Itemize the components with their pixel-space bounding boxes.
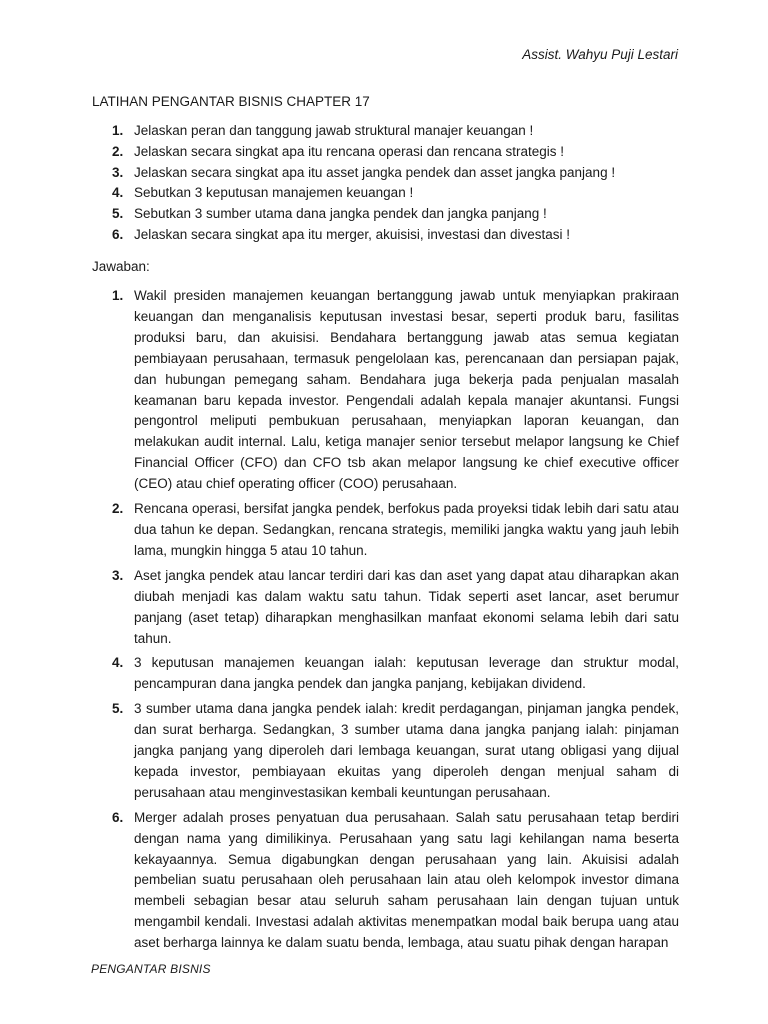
question-number: 1. <box>112 123 124 138</box>
question-item <box>92 225 692 246</box>
question-number: 4. <box>112 185 124 201</box>
answer-text: 3 keputusan manajemen keuangan ialah: keputusan leverage dan struktur modal, pencampuran dana jangka pendek dan jangka panjang, kebijakan dividend. <box>134 655 679 692</box>
question-text: Jelaskan secara singkat apa itu merger, akuisisi, investasi dan divestasi ! <box>134 226 570 242</box>
question-number: 2. <box>112 143 124 159</box>
answer-number: 5. <box>112 701 124 717</box>
answer-text: 3 sumber utama dana jangka pendek ialah: kredit perdagangan, pinjaman jangka pendek, dan surat berharga. Sedangkan, 3 sumber utama dana jangka panjang ialah: pinjaman jangka panjang yang diperoleh dari lembaga keuangan, surat utang obligasi yang dijual kepada investor, pembiayaan ekuitas yang diperoleh dengan menjual saham di perusahaan atau menginvestasikan kembali keuntungan perusahaan. <box>134 701 679 800</box>
question-item <box>92 163 692 184</box>
page-footer: PENGANTAR BISNIS <box>91 962 211 976</box>
question-text: Sebutkan 3 keputusan manajemen keuangan ! <box>134 185 414 201</box>
question-item <box>92 121 692 142</box>
answer-number: 2. <box>112 501 124 517</box>
answer-list <box>92 286 679 958</box>
question-item <box>92 204 692 225</box>
question-text: Jelaskan secara singkat apa itu asset jangka pendek dan asset jangka panjang ! <box>134 164 616 180</box>
answer-text: Wakil presiden manajemen keuangan bertanggung jawab untuk menyiapkan prakiraan keuangan dan menganalisis keputusan investasi besar, seperti produk baru, fasilitas produksi baru, dan akuisisi. Bendahara bertanggung jawab atas semua kegiatan pembiayaan perusahaan, termasuk pengelolaan kas, perencanaan dan persiapan pajak, dan hubungan pemegang saham. Bendahara juga bekerja pada penjualan masalah keamanan baru kepada investor. Pengendali adalah kepala manajer akuntansi. Fungsi pengontrol meliputi pembukuan perusahaan, menyiapkan laporan keuangan, dan melakukan audit internal. Lalu, ketiga manajer senior tersebut melapor langsung ke Chief Financial Officer (CFO) dan CFO tsb akan melapor langsung ke chief executive officer (CEO) atau chief operating officer (COO) perusahaan. <box>134 288 679 492</box>
answer-item <box>92 653 679 695</box>
question-number: 5. <box>112 206 124 222</box>
answer-item <box>92 699 679 804</box>
answer-number: 1. <box>112 288 124 303</box>
answer-item <box>92 286 679 495</box>
question-text: Jelaskan peran dan tanggung jawab struktural manajer keuangan ! <box>134 123 534 138</box>
answer-number: 4. <box>112 655 124 671</box>
answer-item <box>92 566 679 650</box>
answer-text: Merger adalah proses penyatuan dua perusahaan. Salah satu perusahaan tetap berdiri dengan nama yang dimilikinya. Perusahaan yang satu lagi kehilangan nama beserta kekayaannya. Semua digabungkan dengan perusahaan yang lain. Akuisisi adalah pembelian suatu perusahaan oleh perusahaan lain atau oleh kelompok investor dimana membeli sebagian besar atau seluruh saham perusahaan lain dengan tujuan untuk mengambil kendali. Investasi adalah aktivitas menempatkan modal baik berupa uang atau aset berharga lainnya ke dalam suatu benda, lembaga, atau suatu pihak dengan harapan <box>134 809 679 951</box>
answer-number: 6. <box>112 809 124 825</box>
question-number: 3. <box>112 164 124 180</box>
question-item <box>92 142 692 163</box>
answer-text: Rencana operasi, bersifat jangka pendek, berfokus pada proyeksi tidak lebih dari satu atau dua tahun ke depan. Sedangkan, rencana strategis, memiliki jangka waktu yang jauh lebih lama, mungkin hingga 5 atau 10 tahun. <box>134 501 679 558</box>
question-item <box>92 183 692 204</box>
question-number: 6. <box>112 226 124 242</box>
question-text: Jelaskan secara singkat apa itu rencana operasi dan rencana strategis ! <box>134 143 565 159</box>
answers-heading: Jawaban: <box>92 259 150 274</box>
answer-number: 3. <box>112 567 124 583</box>
answer-text: Aset jangka pendek atau lancar terdiri dari kas dan aset yang dapat atau diharapkan akan diubah menjadi kas dalam waktu satu tahun. Tidak seperti aset lancar, aset berumur panjang (aset tetap) diharapkan menghasilkan manfaat ekonomi selama lebih dari satu tahun. <box>134 567 679 646</box>
page-header-author: Assist. Wahyu Puji Lestari <box>522 47 678 62</box>
question-list <box>92 121 692 246</box>
answer-item <box>92 808 679 954</box>
document-title: LATIHAN PENGANTAR BISNIS CHAPTER 17 <box>92 94 370 109</box>
question-text: Sebutkan 3 sumber utama dana jangka pendek dan jangka panjang ! <box>134 206 547 222</box>
answer-item <box>92 499 679 562</box>
